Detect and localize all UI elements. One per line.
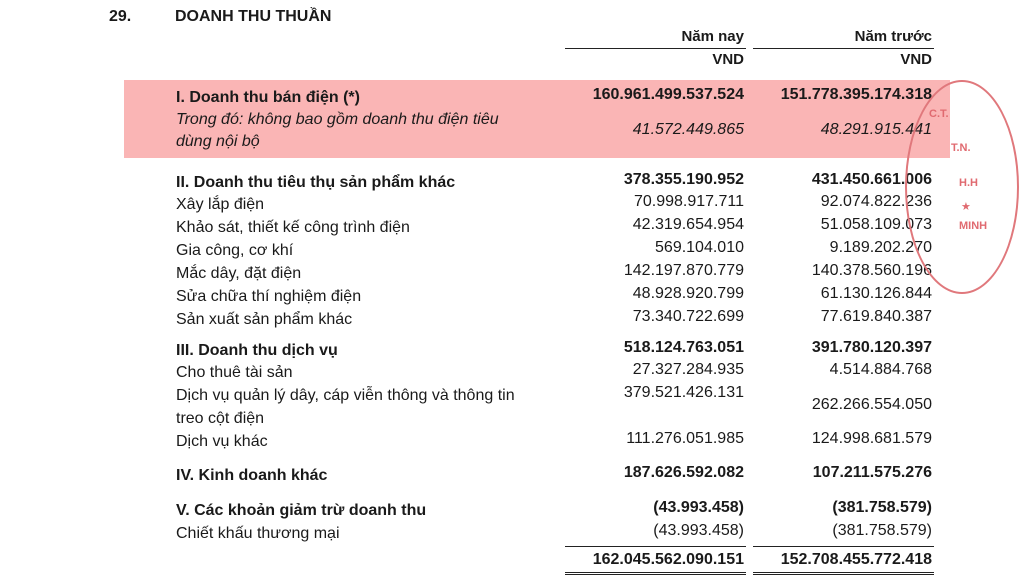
total-top-rule-previous: [753, 546, 934, 547]
row-label: Sửa chữa thí nghiệm điện: [176, 288, 362, 305]
total-current: 162.045.562.090.151: [592, 551, 744, 568]
row-previous: (381.758.579): [832, 499, 932, 516]
row-previous: (381.758.579): [832, 522, 932, 539]
row-current: 518.124.763.051: [623, 339, 744, 356]
row-previous: 92.074.822.236: [820, 193, 932, 210]
row-label: Xây lắp điện: [176, 196, 265, 213]
row-current: 111.276.051.985: [626, 430, 744, 447]
row-previous: 140.378.560.196: [811, 262, 932, 279]
col-current-unit: VND: [712, 51, 744, 68]
row-previous: 51.058.109.073: [820, 216, 932, 233]
row-label-cont: treo cột điện: [176, 410, 265, 427]
row-previous: 151.778.395.174.318: [780, 86, 932, 103]
row-label: V. Các khoản giảm trừ doanh thu: [176, 502, 427, 519]
row-current: 41.572.449.865: [632, 121, 744, 138]
row-label: Gia công, cơ khí: [176, 242, 294, 259]
row-label: Cho thuê tài sản: [176, 364, 293, 381]
total-double-rule-current: [565, 572, 746, 575]
col-previous-rule: [753, 48, 934, 49]
row-previous: 77.619.840.387: [820, 308, 932, 325]
row-current: 569.104.010: [655, 239, 744, 256]
section-number: 29.: [109, 8, 132, 25]
row-previous: 431.450.661.006: [811, 171, 932, 188]
row-previous: 61.130.126.844: [820, 285, 932, 302]
row-label-cont: dùng nội bộ: [176, 133, 260, 150]
row-label: Sản xuất sản phẩm khác: [176, 311, 353, 328]
row-current: 160.961.499.537.524: [592, 86, 744, 103]
row-previous: 48.291.915.441: [820, 121, 932, 138]
row-current: (43.993.458): [653, 499, 744, 516]
row-current: 48.928.920.799: [632, 285, 744, 302]
row-previous: 391.780.120.397: [811, 339, 932, 356]
row-current: (43.993.458): [653, 522, 744, 539]
col-previous-unit: VND: [900, 51, 932, 68]
company-seal: C.T. T.N. H.H ★ MINH: [905, 80, 1019, 294]
row-label: Khảo sát, thiết kế công trình điện: [176, 219, 410, 236]
row-previous: 107.211.575.276: [812, 464, 932, 481]
row-label: II. Doanh thu tiêu thụ sản phẩm khác: [176, 174, 456, 191]
row-current: 379.521.426.131: [623, 384, 744, 401]
row-previous: 124.998.681.579: [811, 430, 932, 447]
row-current: 42.319.654.954: [632, 216, 744, 233]
row-current: 70.998.917.711: [633, 193, 744, 210]
row-label: III. Doanh thu dịch vụ: [176, 342, 338, 359]
row-label: I. Doanh thu bán điện (*): [176, 89, 360, 106]
row-previous: 9.189.202.270: [829, 239, 932, 256]
row-previous: 4.514.884.768: [829, 361, 932, 378]
row-previous: 262.266.554.050: [811, 396, 932, 413]
row-current: 378.355.190.952: [623, 171, 744, 188]
col-current-rule: [565, 48, 746, 49]
row-label: Dịch vụ khác: [176, 433, 268, 450]
row-current: 142.197.870.779: [623, 262, 744, 279]
total-previous: 152.708.455.772.418: [780, 551, 932, 568]
row-current: 27.327.284.935: [632, 361, 744, 378]
row-current: 187.626.592.082: [623, 464, 744, 481]
total-double-rule-previous: [753, 572, 934, 575]
row-current: 73.340.722.699: [632, 308, 744, 325]
col-current-label: Năm nay: [681, 28, 744, 45]
row-label: IV. Kinh doanh khác: [176, 467, 328, 484]
row-label: Mắc dây, đặt điện: [176, 265, 302, 282]
total-top-rule-current: [565, 546, 746, 547]
section-title: DOANH THU THUẦN: [175, 8, 332, 25]
row-label: Dịch vụ quản lý dây, cáp viễn thông và thông tin: [176, 387, 515, 404]
row-label: Chiết khấu thương mại: [176, 525, 340, 542]
row-label: Trong đó: không bao gồm doanh thu điện tiêu: [176, 111, 499, 128]
col-previous-label: Năm trước: [854, 28, 932, 45]
